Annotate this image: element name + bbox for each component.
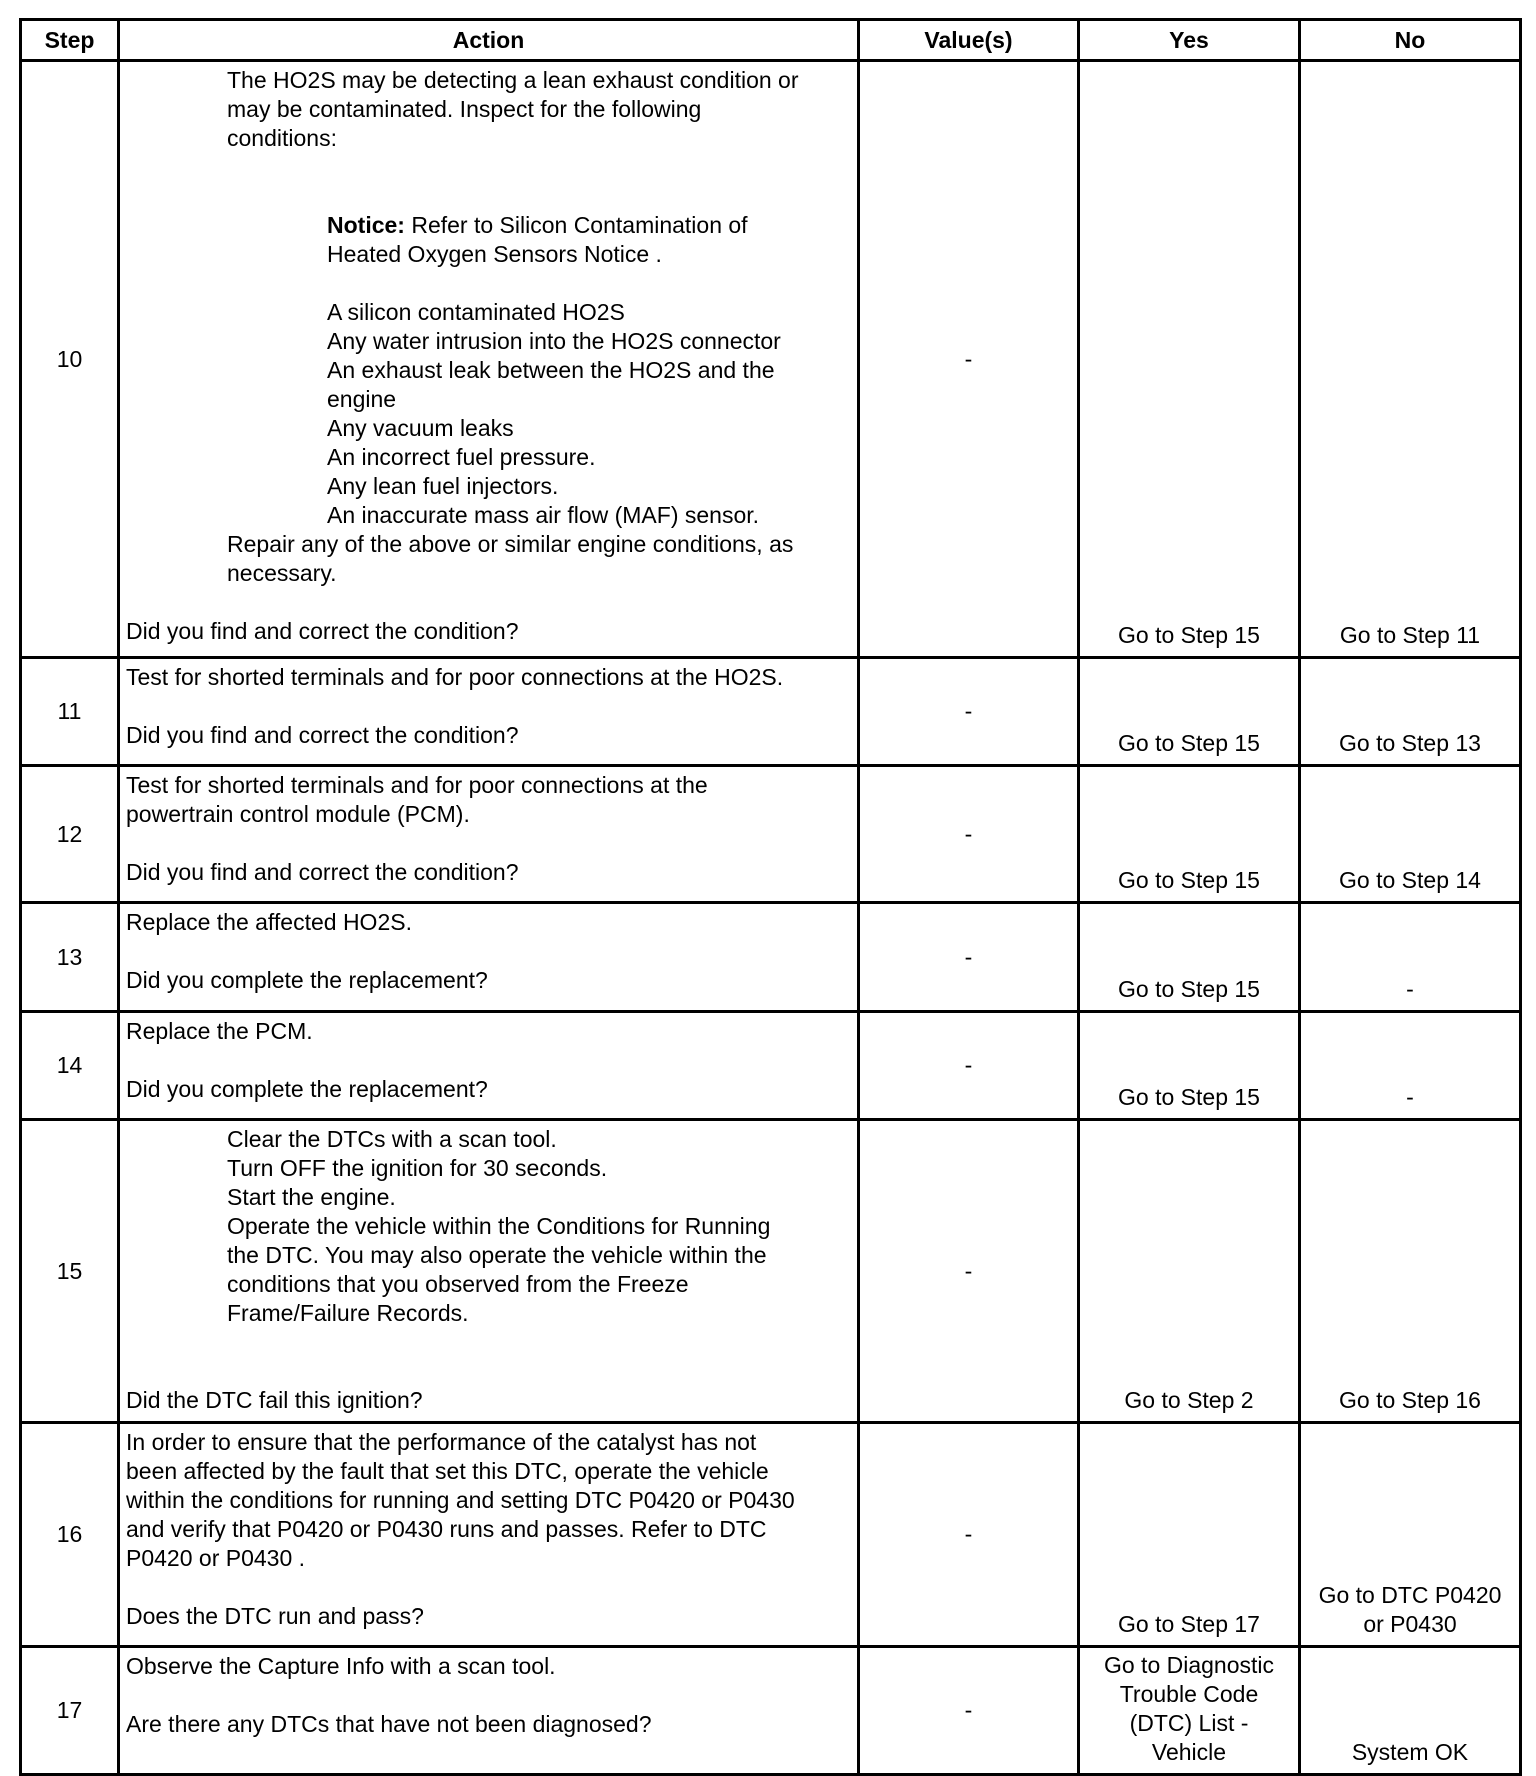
header-row [21,20,1521,61]
action-line: conditions: [227,125,337,151]
action-cell [119,766,859,903]
action-line: Test for shorted terminals and for poor connections at the HO2S. [126,664,784,690]
action-line: may be contaminated. Inspect for the following [227,96,702,122]
yes-line: Go to Diagnostic [1103,1652,1275,1678]
action-line: Observe the Capture Info with a scan tool. [126,1653,556,1679]
condition-item: Any vacuum leaks [327,415,514,441]
step-number: 10 [21,61,119,658]
condition-item: An exhaust leak between the HO2S and the [327,357,775,383]
notice-text: Heated Oxygen Sensors Notice . [327,241,662,267]
action-line: powertrain control module (PCM). [126,801,470,827]
value-cell: - [859,903,1079,1012]
action-line: The HO2S may be detecting a lean exhaust condition or [227,67,799,93]
question-text: Did you complete the replacement? [126,967,488,993]
action-cell [119,658,859,766]
step-number: 13 [21,903,119,1012]
table-row [21,658,1521,766]
yes-cell: Go to Step 2 [1079,1120,1300,1423]
action-line: Replace the affected HO2S. [126,909,412,935]
action-line: necessary. [227,560,337,586]
yes-cell: Go to Step 15 [1079,658,1300,766]
action-cell [119,1012,859,1120]
action-line: Operate the vehicle within the Conditions for Running [227,1213,771,1239]
value-cell: - [859,766,1079,903]
yes-line: Trouble Code [1119,1681,1259,1707]
question-text: Did the DTC fail this ignition? [126,1387,423,1413]
yes-cell: Go to Step 17 [1079,1423,1300,1647]
value-cell: - [859,1012,1079,1120]
action-line: been affected by the fault that set this DTC, operate the vehicle [126,1458,769,1484]
header-yes: Yes [1079,20,1300,61]
action-line: and verify that P0420 or P0430 runs and passes. Refer to DTC [126,1516,767,1542]
question-text: Does the DTC run and pass? [126,1603,424,1629]
step-number: 14 [21,1012,119,1120]
no-cell: Go to Step 14 [1300,766,1521,903]
yes-cell: Go to Step 15 [1079,766,1300,903]
no-line: Go to DTC P0420 [1318,1582,1502,1608]
question-text: Did you find and correct the condition? [126,859,519,885]
condition-item: A silicon contaminated HO2S [327,299,625,325]
step-number: 17 [21,1647,119,1775]
notice-label: Notice: [327,212,405,238]
action-line: Turn OFF the ignition for 30 seconds. [227,1155,608,1181]
yes-cell: Go to Step 15 [1079,61,1300,658]
no-cell: Go to Step 11 [1300,61,1521,658]
value-cell: - [859,1120,1079,1423]
yes-cell: Go to Step 15 [1079,1012,1300,1120]
question-text: Did you complete the replacement? [126,1076,488,1102]
action-line: Test for shorted terminals and for poor connections at the [126,772,708,798]
no-cell: System OK [1300,1647,1521,1775]
step-number: 11 [21,658,119,766]
no-cell: - [1300,1012,1521,1120]
action-line: In order to ensure that the performance of the catalyst has not [126,1429,757,1455]
action-line: Frame/Failure Records. [227,1300,469,1326]
header-no: No [1300,20,1521,61]
step-number: 12 [21,766,119,903]
table-row [21,1423,1521,1647]
header-action: Action [119,20,859,61]
no-cell [1300,1423,1521,1647]
yes-cell [1079,1647,1300,1775]
value-cell: - [859,1423,1079,1647]
action-line: Start the engine. [227,1184,396,1210]
yes-cell: Go to Step 15 [1079,903,1300,1012]
condition-item: engine [327,386,397,412]
condition-item: An inaccurate mass air flow (MAF) sensor. [327,502,760,528]
question-text: Did you find and correct the condition? [126,722,519,748]
action-line: Repair any of the above or similar engine conditions, as [227,531,794,557]
no-cell: - [1300,903,1521,1012]
table-row [21,1012,1521,1120]
no-cell: Go to Step 13 [1300,658,1521,766]
header-step: Step [21,20,119,61]
value-cell: - [859,658,1079,766]
question-text: Did you find and correct the condition? [126,618,519,644]
condition-item: Any water intrusion into the HO2S connector [327,328,781,354]
table-row [21,1647,1521,1775]
action-line: Clear the DTCs with a scan tool. [227,1126,557,1152]
table-row [21,903,1521,1012]
action-cell [119,1120,859,1423]
condition-item: An incorrect fuel pressure. [327,444,596,470]
action-cell [119,1647,859,1775]
notice-line [126,211,851,240]
table-row [21,1120,1521,1423]
action-cell [119,61,859,658]
diagnostic-table [19,18,1522,1776]
question-text: Are there any DTCs that have not been diagnosed? [126,1711,652,1737]
value-cell: - [859,1647,1079,1775]
header-values: Value(s) [859,20,1079,61]
yes-line: Vehicle [1151,1739,1227,1765]
value-cell: - [859,61,1079,658]
action-line: the DTC. You may also operate the vehicle within the [227,1242,767,1268]
action-cell [119,1423,859,1647]
table-row [21,766,1521,903]
step-number: 15 [21,1120,119,1423]
condition-item: Any lean fuel injectors. [327,473,559,499]
table-row [21,61,1521,658]
action-line: conditions that you observed from the Freeze [227,1271,689,1297]
step-number: 16 [21,1423,119,1647]
action-line: P0420 or P0430 . [126,1545,306,1571]
no-cell: Go to Step 16 [1300,1120,1521,1423]
notice-text: Refer to Silicon Contamination of [404,212,748,238]
action-line: Replace the PCM. [126,1018,313,1044]
action-line: within the conditions for running and setting DTC P0420 or P0430 [126,1487,795,1513]
action-cell [119,903,859,1012]
no-line: or P0430 [1363,1611,1457,1637]
yes-line: (DTC) List - [1129,1710,1249,1736]
